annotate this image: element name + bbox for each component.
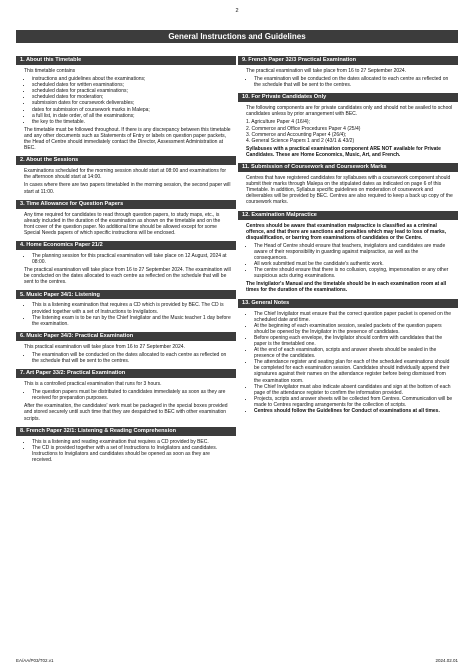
section-general-notes [238,299,458,415]
list-item: • All work submitted must be the candidate's authentic work. [254,261,453,267]
section-heading: 13. General Notes [238,299,458,308]
list-item: 1. Agriculture Paper 4 (16/4); [246,119,310,126]
list-item: • dates for submission of coursework marks in Malepa; [32,107,231,113]
section-home-economics [16,241,236,285]
list-item: • scheduled dates for written examinations; [32,82,231,88]
list-item: • At the end of each examination, scripts and answer sheets should be sealed in the presence of the candidates. [254,347,453,359]
list-item: • This is a listening examination that requires a CD which is provided by BEC. The CD is provided together with a set of Instructions to Invigilators. [32,302,231,314]
section-coursework [238,163,458,205]
section-heading: 3. Time Allowance for Question Papers [16,200,236,209]
page-title: General Instructions and Guidelines [16,30,458,43]
section-paragraph: Any time required for candidates to read through question papers, to study maps, etc., is already included in the duration of the examination as shown on the timetable and on the front cover of the question paper. No additional time should be allowed except for some Special Needs papers of which specific instructions will be enclosed. [24,211,221,236]
section-paragraph: The practical examination will take place from 16 to 27 September 2024. [246,68,407,74]
list-item: • The centre should ensure that there is no collusion, copying, impersonation or any other suspicious acts during examinations. [254,267,453,279]
list-item: 3. Commerce and Accounting Paper 4 (26/4); [246,131,347,138]
section-heading: 1. About this Timetable [16,56,236,65]
section-paragraph: The timetable must be followed throughout. If there is any discrepancy between this timetable and any other documents such as Statements of Entry or labels on question paper packets, the Head of Centre should immediately contact the Director, Assessment Administration at BEC. [24,126,231,152]
list-item: • The listening exam is to be run by the Chief Invigilator and the Music teacher 1 day before the examination. [32,315,231,327]
list-item: • The question papers must be distributed to candidates immediately as soon as they are received for preparation purposes. [32,389,231,401]
footer-date: 2024.02.01 [435,658,458,663]
list-item: • The attendance register and seating plan for each of the scheduled examinations should be completed for each examination session. Candidates should individually append their signatures against their names on the attendance register before being dismissed from the examination room. [254,359,453,383]
list-item: • The Chief Invigilator must ensure that the correct question paper packet is opened on the scheduled date and time. [254,311,453,323]
list-item: • This is a listening and reading examination that requires a CD provided by BEC. [32,439,231,445]
section-heading: 8. French Paper 32/1: Listening & Reading Comprehension [16,427,236,436]
section-paragraph: Centres should be aware that examination malpractice is classified as a criminal offence, and that there are sanctions and penalties which may lead to loss of marks, disqualification, or barring from examinations of candidates or the Centre. [246,222,447,241]
list-item: • the key to the timetable. [32,119,231,125]
section-french-listening [16,427,236,463]
section-paragraph: This practical examination will take place from 16 to 27 September 2024. [24,343,185,350]
section-paragraph: Examinations scheduled for the morning session should start at 08:00 and examinations for the afternoon should start at 14:00. [24,168,227,181]
list-item: 4. General Science Papers 1 and 2 (43/1 & 43/2) [246,137,355,144]
section-heading: 7. Art Paper 33/2: Practical Examination [16,369,236,378]
list-item: 2. Commerce and Office Procedures Paper 4 (25/4) [246,125,361,132]
section-paragraph: The practical examination will take place from 16 to 27 September 2024. The examination will be conducted on the dates allocated to each centre as reflected on the schedule that will be sent to the centres. [24,267,231,286]
list-item: • The examination will be conducted on the dates allocated to each centre as reflected on the schedule that will be sent to the centres. [32,352,231,364]
list-item: • Before opening each envelope, the Invigilator should confirm with candidates that the paper is the timetabled one. [254,335,453,347]
section-paragraph: This is a controlled practical examination that runs for 3 hours. [24,381,162,388]
section-malpractice [238,211,458,294]
section-music-listening [16,290,236,326]
footer [16,658,458,663]
list-item: • instructions and guidelines about the examinations; [32,76,231,82]
left-column [16,56,236,468]
list-item: • The planning session for this practical examination will take place on 12 August, 2024 at 08:00. [32,253,231,265]
section-heading: 4. Home Economics Paper 21/2 [16,241,236,250]
section-music-practical [16,332,236,364]
section-paragraph: After the examination, the candidates' work must be packaged in the special boxes provided and stored securely until such time that they are despatched to BEC with other examination scripts. [24,403,228,422]
list-item: • Projects, scripts and answer sheets will be collected from Centres. Communication will be made to Centres regarding arrangements for the collection of scripts. [254,396,453,408]
list-item: • scheduled dates for moderation; [32,94,231,100]
contents-list [24,76,231,125]
section-about-sessions [16,156,236,194]
section-private-candidates [238,93,458,158]
section-about-timetable [16,56,236,151]
list-item: • a full list, in date order, of all the examinations; [32,113,231,119]
section-paragraph: Syllabuses with a practical examination component ARE NOT available for Private Candidates. These are Home Economics, Music, Art, and French. [246,145,441,158]
section-art-practical [16,369,236,422]
list-item: • scheduled dates for practical examinations; [32,88,231,94]
page-number: 2 [235,8,239,14]
section-heading: 10. For Private Candidates Only [238,93,458,102]
section-heading: 9. French Paper 32/3 Practical Examination [238,56,458,65]
section-heading: 11. Submission of Coursework and Coursework Marks [238,163,458,172]
section-time-allowance [16,200,236,236]
list-item: • The examination will be conducted on the dates allocated to each centre as reflected on the schedule that will be sent to the centres. [254,76,453,88]
list-item: • The Head of Centre should ensure that teachers, invigilators and candidates are made aware of their responsibility in guarding against malpractice, as well as the consequences. [254,243,453,261]
section-paragraph: The Invigilator's Manual and the timetable should be in each examination room at all times for the duration of the examinations. [246,281,447,294]
list-item: • Centres should follow the Guidelines for Conduct of examinations at all times. [254,408,453,414]
section-heading: 6. Music Paper 34/3: Practical Examination [16,332,236,341]
section-heading: 5. Music Paper 34/1: Listening [16,290,236,299]
section-paragraph: In cases where there are two papers timetabled in the morning session, the second paper will start at 11:00. [24,182,231,195]
section-french-practical [238,56,458,88]
section-intro: This timetable contains [24,68,76,74]
right-column [238,56,458,419]
section-heading: 12. Examination Malpractice [238,211,458,220]
list-item: • At the beginning of each examination session, sealed packets of the question papers should be opened by the Invigilator in the presence of candidates. [254,323,453,335]
footer-document-code: EA/AA/P03/T02.v1 [16,658,54,663]
section-paragraph: The following components are for private candidates only and should not be availed to school candidates unless by prior arrangement with BEC. [246,105,453,118]
list-item: • The CD is provided together with a set of Instructions to Invigilators and candidates. Instructions to Invigilators and candidates should be opened as soon as they are received. [32,445,231,463]
list-item: • The Chief Invigilator must also indicate absent candidates and sign at the bottom of each page of the attendance register to confirm the information provided. [254,384,453,396]
list-item: • submission dates for coursework deliverables; [32,100,231,106]
section-heading: 2. About the Sessions [16,156,236,165]
section-paragraph: Centres that have registered candidates for syllabuses with a coursework component should submit their marks through Malepa on the stipulated dates as indicated on page 6 of this Timetable. In addition, Syllabus specific guidelines on moderation of coursework and deliverables will be provided by BEC. Centres are also required to keep a back up copy of the coursework marks. [246,175,453,206]
